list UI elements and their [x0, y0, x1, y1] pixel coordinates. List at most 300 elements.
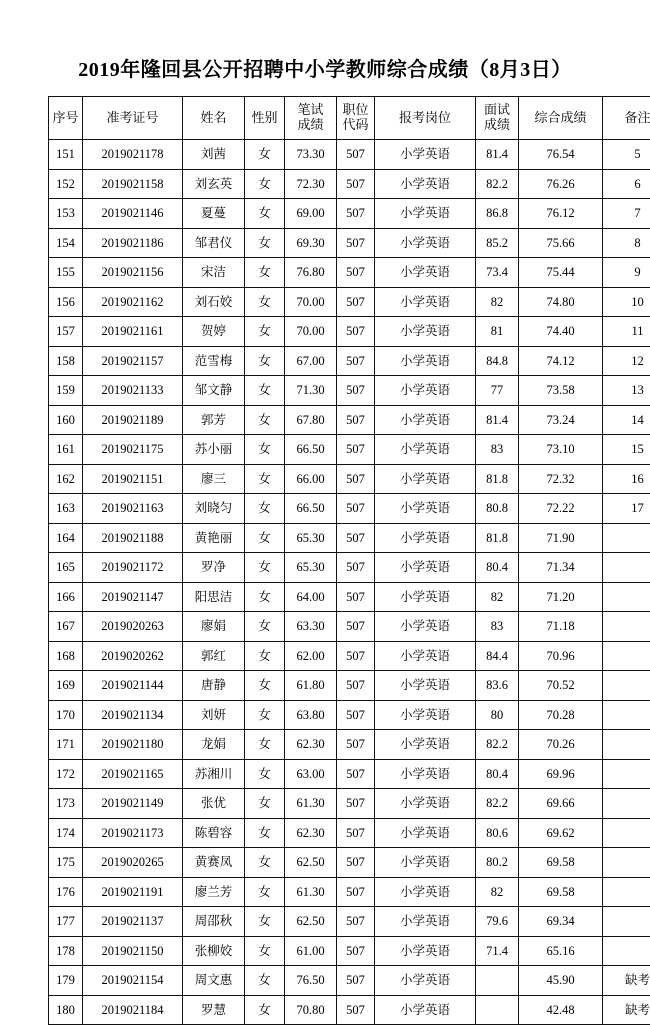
cell-total-score: 73.24 [519, 405, 603, 435]
written-score-line1: 笔试 [285, 103, 336, 118]
table-row [49, 228, 650, 258]
column-header-total-score: 综合成绩 [519, 97, 603, 140]
table-header [49, 97, 650, 140]
cell-remark [603, 553, 650, 583]
cell-index: 166 [49, 582, 83, 612]
interview-score-line1: 面试 [476, 103, 518, 118]
cell-index: 158 [49, 346, 83, 376]
cell-position-code: 507 [337, 966, 375, 996]
cell-remark [603, 523, 650, 553]
cell-position: 小学英语 [375, 907, 476, 937]
table-row [49, 199, 650, 229]
cell-exam-number: 2019021154 [83, 966, 183, 996]
cell-remark [603, 848, 650, 878]
cell-name: 范雪梅 [183, 346, 245, 376]
cell-written-score: 70.00 [285, 287, 337, 317]
cell-interview-score [476, 995, 519, 1025]
cell-position-code: 507 [337, 789, 375, 819]
cell-index: 162 [49, 464, 83, 494]
cell-index: 159 [49, 376, 83, 406]
cell-index: 152 [49, 169, 83, 199]
cell-name: 刘石姣 [183, 287, 245, 317]
position-code-line1: 职位 [337, 103, 374, 118]
cell-gender: 女 [245, 169, 285, 199]
cell-interview-score [476, 966, 519, 996]
cell-position: 小学英语 [375, 523, 476, 553]
cell-interview-score: 84.4 [476, 641, 519, 671]
cell-remark: 16 [603, 464, 650, 494]
cell-position: 小学英语 [375, 199, 476, 229]
cell-name: 阳思洁 [183, 582, 245, 612]
interview-score-line2: 成绩 [476, 118, 518, 133]
cell-gender: 女 [245, 376, 285, 406]
cell-exam-number: 2019021134 [83, 700, 183, 730]
cell-exam-number: 2019021157 [83, 346, 183, 376]
cell-position: 小学英语 [375, 936, 476, 966]
cell-position-code: 507 [337, 818, 375, 848]
cell-position: 小学英语 [375, 582, 476, 612]
table-row [49, 818, 650, 848]
cell-position: 小学英语 [375, 464, 476, 494]
cell-position: 小学英语 [375, 995, 476, 1025]
cell-position-code: 507 [337, 730, 375, 760]
cell-remark: 10 [603, 287, 650, 317]
cell-exam-number: 2019021144 [83, 671, 183, 701]
cell-total-score: 71.34 [519, 553, 603, 583]
cell-exam-number: 2019021184 [83, 995, 183, 1025]
cell-exam-number: 2019021180 [83, 730, 183, 760]
cell-exam-number: 2019021151 [83, 464, 183, 494]
cell-position: 小学英语 [375, 346, 476, 376]
cell-position-code: 507 [337, 317, 375, 347]
table-row [49, 523, 650, 553]
cell-written-score: 76.80 [285, 258, 337, 288]
cell-total-score: 69.66 [519, 789, 603, 819]
cell-remark [603, 730, 650, 760]
cell-interview-score: 80 [476, 700, 519, 730]
column-header-gender: 性别 [245, 97, 285, 140]
cell-position: 小学英语 [375, 405, 476, 435]
cell-gender: 女 [245, 553, 285, 583]
cell-total-score: 75.66 [519, 228, 603, 258]
cell-written-score: 62.50 [285, 848, 337, 878]
table-row [49, 376, 650, 406]
cell-name: 张柳姣 [183, 936, 245, 966]
cell-position: 小学英语 [375, 494, 476, 524]
cell-remark: 8 [603, 228, 650, 258]
cell-exam-number: 2019021158 [83, 169, 183, 199]
cell-name: 刘玄英 [183, 169, 245, 199]
cell-index: 175 [49, 848, 83, 878]
cell-position: 小学英语 [375, 789, 476, 819]
cell-gender: 女 [245, 641, 285, 671]
cell-remark: 13 [603, 376, 650, 406]
cell-index: 165 [49, 553, 83, 583]
cell-index: 179 [49, 966, 83, 996]
table-row [49, 730, 650, 760]
column-header-position-code [337, 97, 375, 140]
column-header-remark: 备注 [603, 97, 650, 140]
cell-name: 廖三 [183, 464, 245, 494]
cell-position: 小学英语 [375, 317, 476, 347]
cell-written-score: 65.30 [285, 523, 337, 553]
cell-written-score: 66.00 [285, 464, 337, 494]
cell-total-score: 42.48 [519, 995, 603, 1025]
cell-interview-score: 81.8 [476, 523, 519, 553]
cell-gender: 女 [245, 523, 285, 553]
cell-interview-score: 82.2 [476, 730, 519, 760]
cell-index: 154 [49, 228, 83, 258]
cell-gender: 女 [245, 759, 285, 789]
cell-total-score: 70.96 [519, 641, 603, 671]
cell-total-score: 70.52 [519, 671, 603, 701]
cell-interview-score: 71.4 [476, 936, 519, 966]
table-row [49, 346, 650, 376]
cell-written-score: 76.50 [285, 966, 337, 996]
cell-total-score: 69.62 [519, 818, 603, 848]
cell-interview-score: 85.2 [476, 228, 519, 258]
cell-index: 161 [49, 435, 83, 465]
table-row [49, 907, 650, 937]
table-row [49, 789, 650, 819]
cell-index: 156 [49, 287, 83, 317]
cell-written-score: 61.30 [285, 789, 337, 819]
table-row [49, 317, 650, 347]
table-row [49, 258, 650, 288]
cell-written-score: 71.30 [285, 376, 337, 406]
cell-written-score: 67.00 [285, 346, 337, 376]
cell-name: 宋洁 [183, 258, 245, 288]
cell-remark: 17 [603, 494, 650, 524]
column-header-position: 报考岗位 [375, 97, 476, 140]
cell-remark: 6 [603, 169, 650, 199]
cell-remark: 缺考 [603, 966, 650, 996]
cell-name: 刘茜 [183, 140, 245, 170]
cell-position-code: 507 [337, 523, 375, 553]
cell-interview-score: 81.8 [476, 464, 519, 494]
cell-remark [603, 789, 650, 819]
cell-gender: 女 [245, 700, 285, 730]
cell-exam-number: 2019021173 [83, 818, 183, 848]
cell-remark [603, 582, 650, 612]
column-header-exam-number: 准考证号 [83, 97, 183, 140]
cell-remark: 15 [603, 435, 650, 465]
cell-position: 小学英语 [375, 818, 476, 848]
scores-table [48, 96, 650, 1025]
cell-name: 刘晓匀 [183, 494, 245, 524]
cell-total-score: 74.12 [519, 346, 603, 376]
cell-gender: 女 [245, 671, 285, 701]
table-row [49, 140, 650, 170]
cell-name: 贺婷 [183, 317, 245, 347]
cell-gender: 女 [245, 848, 285, 878]
cell-written-score: 61.00 [285, 936, 337, 966]
cell-index: 173 [49, 789, 83, 819]
cell-total-score: 69.96 [519, 759, 603, 789]
cell-position-code: 507 [337, 287, 375, 317]
scores-table-container [48, 96, 602, 1025]
cell-total-score: 71.90 [519, 523, 603, 553]
cell-gender: 女 [245, 405, 285, 435]
cell-position-code: 507 [337, 612, 375, 642]
table-row [49, 169, 650, 199]
cell-written-score: 62.50 [285, 907, 337, 937]
cell-name: 周邵秋 [183, 907, 245, 937]
table-row [49, 966, 650, 996]
cell-total-score: 70.28 [519, 700, 603, 730]
cell-position-code: 507 [337, 464, 375, 494]
cell-interview-score: 81 [476, 317, 519, 347]
cell-total-score: 72.22 [519, 494, 603, 524]
cell-position: 小学英语 [375, 641, 476, 671]
cell-name: 罗慧 [183, 995, 245, 1025]
cell-remark: 9 [603, 258, 650, 288]
cell-position-code: 507 [337, 346, 375, 376]
cell-name: 夏蔓 [183, 199, 245, 229]
cell-interview-score: 77 [476, 376, 519, 406]
cell-interview-score: 80.4 [476, 553, 519, 583]
cell-exam-number: 2019021146 [83, 199, 183, 229]
cell-written-score: 62.30 [285, 730, 337, 760]
cell-remark: 5 [603, 140, 650, 170]
cell-total-score: 65.16 [519, 936, 603, 966]
cell-gender: 女 [245, 464, 285, 494]
cell-position: 小学英语 [375, 612, 476, 642]
cell-gender: 女 [245, 612, 285, 642]
table-row [49, 995, 650, 1025]
cell-total-score: 45.90 [519, 966, 603, 996]
cell-position-code: 507 [337, 759, 375, 789]
cell-exam-number: 2019021150 [83, 936, 183, 966]
cell-written-score: 64.00 [285, 582, 337, 612]
cell-interview-score: 83 [476, 435, 519, 465]
cell-index: 176 [49, 877, 83, 907]
column-header-written-score [285, 97, 337, 140]
cell-index: 151 [49, 140, 83, 170]
cell-interview-score: 80.4 [476, 759, 519, 789]
cell-index: 168 [49, 641, 83, 671]
cell-total-score: 74.80 [519, 287, 603, 317]
cell-written-score: 63.00 [285, 759, 337, 789]
cell-written-score: 67.80 [285, 405, 337, 435]
cell-total-score: 69.58 [519, 877, 603, 907]
cell-index: 153 [49, 199, 83, 229]
cell-index: 170 [49, 700, 83, 730]
cell-exam-number: 2019020263 [83, 612, 183, 642]
cell-gender: 女 [245, 730, 285, 760]
cell-name: 邹文静 [183, 376, 245, 406]
cell-remark [603, 612, 650, 642]
cell-name: 龙娟 [183, 730, 245, 760]
cell-written-score: 62.00 [285, 641, 337, 671]
cell-position-code: 507 [337, 907, 375, 937]
cell-interview-score: 79.6 [476, 907, 519, 937]
table-row [49, 671, 650, 701]
cell-position-code: 507 [337, 995, 375, 1025]
cell-gender: 女 [245, 966, 285, 996]
cell-exam-number: 2019021133 [83, 376, 183, 406]
cell-gender: 女 [245, 877, 285, 907]
cell-name: 刘妍 [183, 700, 245, 730]
cell-interview-score: 80.2 [476, 848, 519, 878]
cell-interview-score: 80.8 [476, 494, 519, 524]
cell-index: 171 [49, 730, 83, 760]
cell-exam-number: 2019021137 [83, 907, 183, 937]
cell-position-code: 507 [337, 199, 375, 229]
cell-remark [603, 641, 650, 671]
cell-total-score: 72.32 [519, 464, 603, 494]
column-header-index: 序号 [49, 97, 83, 140]
cell-remark: 7 [603, 199, 650, 229]
table-row [49, 759, 650, 789]
cell-name: 唐静 [183, 671, 245, 701]
cell-position-code: 507 [337, 435, 375, 465]
cell-interview-score: 81.4 [476, 140, 519, 170]
cell-total-score: 73.58 [519, 376, 603, 406]
column-header-interview-score [476, 97, 519, 140]
cell-total-score: 70.26 [519, 730, 603, 760]
cell-position-code: 507 [337, 140, 375, 170]
cell-gender: 女 [245, 287, 285, 317]
cell-remark [603, 877, 650, 907]
cell-name: 陈碧容 [183, 818, 245, 848]
cell-position: 小学英语 [375, 228, 476, 258]
cell-interview-score: 84.8 [476, 346, 519, 376]
cell-index: 164 [49, 523, 83, 553]
cell-gender: 女 [245, 582, 285, 612]
cell-exam-number: 2019021189 [83, 405, 183, 435]
cell-total-score: 71.18 [519, 612, 603, 642]
cell-exam-number: 2019021161 [83, 317, 183, 347]
cell-remark [603, 907, 650, 937]
cell-remark: 缺考 [603, 995, 650, 1025]
cell-gender: 女 [245, 789, 285, 819]
table-row [49, 877, 650, 907]
cell-interview-score: 83.6 [476, 671, 519, 701]
cell-remark: 11 [603, 317, 650, 347]
cell-remark [603, 671, 650, 701]
cell-position: 小学英语 [375, 759, 476, 789]
cell-position: 小学英语 [375, 140, 476, 170]
cell-exam-number: 2019020262 [83, 641, 183, 671]
cell-total-score: 69.34 [519, 907, 603, 937]
table-row [49, 553, 650, 583]
cell-name: 廖娟 [183, 612, 245, 642]
cell-remark [603, 759, 650, 789]
cell-position: 小学英语 [375, 848, 476, 878]
cell-interview-score: 81.4 [476, 405, 519, 435]
cell-total-score: 76.12 [519, 199, 603, 229]
cell-interview-score: 83 [476, 612, 519, 642]
cell-name: 罗净 [183, 553, 245, 583]
cell-exam-number: 2019021172 [83, 553, 183, 583]
cell-interview-score: 73.4 [476, 258, 519, 288]
cell-written-score: 70.00 [285, 317, 337, 347]
cell-name: 郭芳 [183, 405, 245, 435]
cell-exam-number: 2019020265 [83, 848, 183, 878]
cell-gender: 女 [245, 258, 285, 288]
cell-written-score: 63.80 [285, 700, 337, 730]
cell-name: 苏湘川 [183, 759, 245, 789]
cell-index: 169 [49, 671, 83, 701]
cell-exam-number: 2019021178 [83, 140, 183, 170]
cell-total-score: 71.20 [519, 582, 603, 612]
cell-gender: 女 [245, 907, 285, 937]
cell-name: 黄艳丽 [183, 523, 245, 553]
cell-written-score: 69.30 [285, 228, 337, 258]
cell-interview-score: 86.8 [476, 199, 519, 229]
cell-written-score: 62.30 [285, 818, 337, 848]
cell-position-code: 507 [337, 228, 375, 258]
cell-written-score: 70.80 [285, 995, 337, 1025]
cell-remark: 12 [603, 346, 650, 376]
cell-written-score: 73.30 [285, 140, 337, 170]
cell-position-code: 507 [337, 671, 375, 701]
cell-position: 小学英语 [375, 700, 476, 730]
table-row [49, 612, 650, 642]
position-code-line2: 代码 [337, 118, 374, 133]
table-row [49, 287, 650, 317]
cell-total-score: 74.40 [519, 317, 603, 347]
cell-position-code: 507 [337, 376, 375, 406]
cell-name: 廖兰芳 [183, 877, 245, 907]
cell-written-score: 63.30 [285, 612, 337, 642]
cell-position: 小学英语 [375, 169, 476, 199]
cell-total-score: 76.54 [519, 140, 603, 170]
cell-exam-number: 2019021156 [83, 258, 183, 288]
table-row [49, 435, 650, 465]
cell-remark: 14 [603, 405, 650, 435]
page-title: 2019年隆回县公开招聘中小学教师综合成绩（8月3日） [0, 0, 650, 96]
cell-position-code: 507 [337, 700, 375, 730]
cell-index: 155 [49, 258, 83, 288]
cell-exam-number: 2019021175 [83, 435, 183, 465]
cell-written-score: 65.30 [285, 553, 337, 583]
cell-gender: 女 [245, 228, 285, 258]
cell-index: 157 [49, 317, 83, 347]
cell-remark [603, 700, 650, 730]
cell-total-score: 76.26 [519, 169, 603, 199]
cell-gender: 女 [245, 199, 285, 229]
cell-position: 小学英语 [375, 730, 476, 760]
cell-name: 苏小丽 [183, 435, 245, 465]
cell-position-code: 507 [337, 936, 375, 966]
table-header-row [49, 97, 650, 140]
cell-written-score: 61.30 [285, 877, 337, 907]
table-row [49, 848, 650, 878]
cell-written-score: 72.30 [285, 169, 337, 199]
cell-exam-number: 2019021188 [83, 523, 183, 553]
table-row [49, 641, 650, 671]
cell-interview-score: 82 [476, 287, 519, 317]
cell-name: 郭红 [183, 641, 245, 671]
cell-index: 172 [49, 759, 83, 789]
cell-gender: 女 [245, 995, 285, 1025]
cell-exam-number: 2019021186 [83, 228, 183, 258]
column-header-name: 姓名 [183, 97, 245, 140]
cell-written-score: 61.80 [285, 671, 337, 701]
cell-gender: 女 [245, 435, 285, 465]
cell-exam-number: 2019021165 [83, 759, 183, 789]
cell-position: 小学英语 [375, 671, 476, 701]
cell-index: 160 [49, 405, 83, 435]
cell-position-code: 507 [337, 848, 375, 878]
table-row [49, 700, 650, 730]
cell-position: 小学英语 [375, 877, 476, 907]
cell-name: 黄赛凤 [183, 848, 245, 878]
cell-exam-number: 2019021147 [83, 582, 183, 612]
cell-position-code: 507 [337, 553, 375, 583]
